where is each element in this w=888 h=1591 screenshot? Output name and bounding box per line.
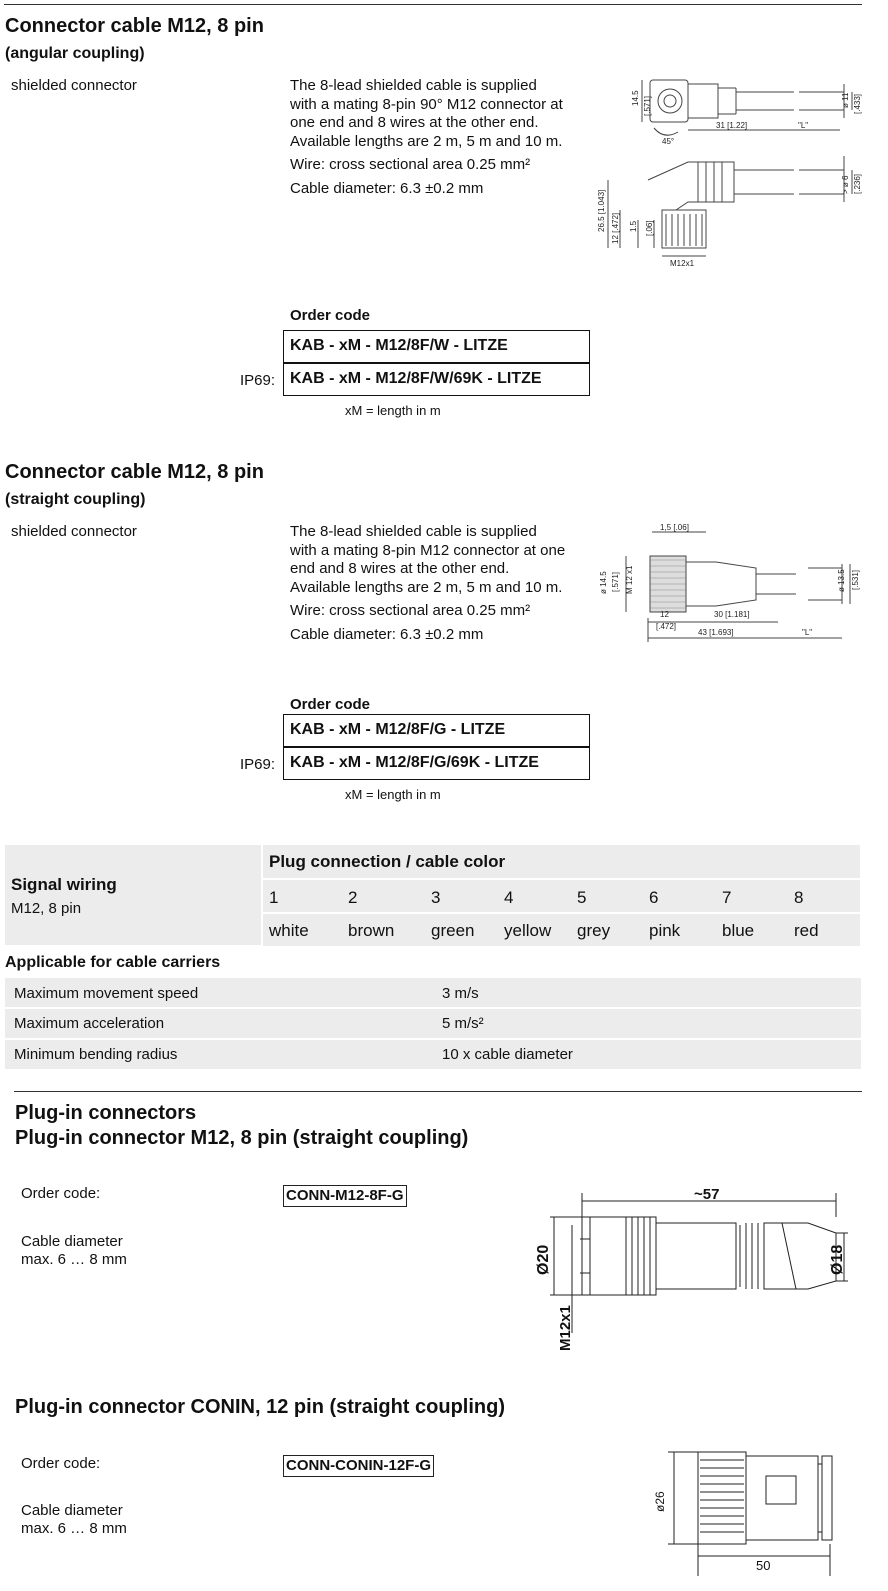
- dim-thread: M12x1: [557, 1305, 574, 1351]
- angular-connector-drawing: [594, 70, 866, 270]
- dim-label: 1.5: [629, 220, 638, 232]
- section2-subtitle: (straight coupling): [5, 491, 146, 508]
- dim-label: 26.5 [1.043]: [597, 189, 606, 232]
- top-divider: [4, 4, 862, 5]
- cable-color: yellow: [504, 921, 552, 940]
- dim-label: 31 [1.22]: [716, 121, 748, 130]
- section1-ip-label: IP69:: [240, 372, 276, 389]
- carrier-value: 5 m/s²: [442, 1015, 484, 1032]
- section1-title: Connector cable M12, 8 pin: [5, 15, 264, 37]
- carrier-label: Minimum bending radius: [14, 1046, 178, 1063]
- dim-label: M12x1: [670, 259, 695, 268]
- carrier-label: Maximum movement speed: [14, 985, 199, 1002]
- pin-number: 2: [348, 888, 358, 907]
- section2-order-label: Order code: [290, 696, 371, 713]
- dim-diameter: Ø20: [535, 1244, 552, 1275]
- section2-type-label: shielded connector: [11, 523, 137, 540]
- desc-line: The 8-lead shielded cable is supplied: [290, 523, 537, 540]
- dim-label: ø 11: [841, 92, 850, 108]
- cable-diameter-spec: Cable diameter: 6.3 ±0.2 mm: [290, 625, 484, 643]
- desc-line: end and 8 wires at the other end.: [290, 560, 510, 577]
- conin-order-label: Order code:: [21, 1455, 101, 1472]
- conin-plug-drawing: [648, 1446, 840, 1586]
- section1-xm-note: xM = length in m: [345, 403, 441, 418]
- dim-label: ø 14.5: [599, 571, 608, 594]
- plugin-heading: Plug-in connectors: [15, 1102, 197, 1124]
- plugin-divider: [14, 1091, 862, 1092]
- pin-number: 4: [504, 888, 514, 907]
- desc-line: Available lengths are 2 m, 5 m and 10 m.: [290, 578, 563, 596]
- desc-line: with a mating 8-pin M12 connector at one: [290, 541, 566, 559]
- cable-color: blue: [722, 921, 755, 940]
- dim-label: 12: [660, 610, 669, 619]
- cable-color: white: [269, 921, 309, 940]
- dim-label: [.433]: [853, 93, 862, 114]
- dim-label: 45°: [662, 137, 675, 146]
- dim-label: [.06]: [645, 220, 654, 236]
- pin-number: 5: [577, 888, 587, 907]
- pin-number: 8: [794, 888, 804, 907]
- plugin-cable-label: Cable diameter: [21, 1233, 123, 1250]
- cable-diameter-spec: Cable diameter: 6.3 ±0.2 mm: [290, 179, 484, 197]
- section2-order-code-ip69: KAB - xM - M12/8F/G/69K - LITZE: [283, 747, 590, 780]
- plugin-cable-value: max. 6 … 8 mm: [21, 1251, 127, 1268]
- carriers-title: Applicable for cable carriers: [5, 954, 221, 971]
- wire-spec: Wire: cross sectional area 0.25 mm²: [290, 156, 531, 173]
- section1-description: [290, 77, 590, 198]
- dim-length: 50: [756, 1558, 771, 1573]
- plugin-order-label: Order code:: [21, 1185, 101, 1202]
- dim-label: [.472]: [656, 622, 677, 631]
- dim-label: "L": [798, 121, 809, 130]
- section2-xm-note: xM = length in m: [345, 787, 441, 802]
- dim-label: > ø 6: [841, 175, 850, 194]
- dim-label: [.571]: [643, 95, 652, 116]
- section2-ip-label: IP69:: [240, 756, 276, 773]
- dim-label: [.236]: [853, 173, 862, 194]
- signal-wiring-title: Signal wiring: [11, 875, 117, 894]
- plugin-m12-heading: Plug-in connector M12, 8 pin (straight coupling): [15, 1127, 469, 1149]
- section1-subtitle: (angular coupling): [5, 45, 145, 62]
- carrier-value: 3 m/s: [442, 985, 479, 1002]
- carrier-value: 10 x cable diameter: [442, 1046, 573, 1063]
- cable-color: grey: [577, 921, 611, 940]
- signal-wiring-panel: [5, 845, 261, 945]
- cable-color: brown: [348, 921, 395, 940]
- dim-diameter: ø26: [653, 1491, 667, 1512]
- section2-title: Connector cable M12, 8 pin: [5, 461, 264, 483]
- cable-color: green: [431, 921, 475, 940]
- dim-length: ~57: [694, 1186, 720, 1203]
- cable-color: red: [794, 921, 819, 940]
- conin-heading: Plug-in connector CONIN, 12 pin (straight coupling): [15, 1396, 505, 1418]
- dim-label: ø 13.5: [837, 569, 846, 592]
- straight-connector-drawing: [596, 518, 866, 644]
- dim-label: [.531]: [851, 569, 860, 590]
- signal-header: Plug connection / cable color: [269, 852, 506, 871]
- carrier-label: Maximum acceleration: [14, 1015, 165, 1032]
- section2-order-code: KAB - xM - M12/8F/G - LITZE: [283, 714, 590, 747]
- pin-number: 1: [269, 888, 279, 907]
- pin-number: 6: [649, 888, 659, 907]
- dim-label: 14.5: [631, 90, 640, 106]
- dim-label: 30 [1.181]: [714, 610, 750, 619]
- section1-order-code-ip69: KAB - xM - M12/8F/W/69K - LITZE: [283, 363, 590, 396]
- wire-spec: Wire: cross sectional area 0.25 mm²: [290, 602, 531, 619]
- dim-label: 12 [.472]: [611, 212, 620, 244]
- plugin-order-code: CONN-M12-8F-G: [283, 1185, 407, 1207]
- section2-description: [290, 523, 590, 644]
- dim-diameter: Ø18: [829, 1244, 846, 1275]
- cable-color: pink: [649, 921, 681, 940]
- pin-number: 7: [722, 888, 732, 907]
- dim-label: M 12 x1: [625, 565, 634, 594]
- signal-wiring-sub: M12, 8 pin: [11, 900, 82, 917]
- dim-label: 1,5 [.06]: [660, 523, 689, 532]
- section1-order-code: KAB - xM - M12/8F/W - LITZE: [283, 330, 590, 363]
- pin-number: 3: [431, 888, 441, 907]
- section1-order-label: Order code: [290, 307, 371, 324]
- conin-cable-value: max. 6 … 8 mm: [21, 1520, 127, 1537]
- desc-line: with a mating 8-pin 90° M12 connector at: [290, 95, 563, 113]
- desc-line: one end and 8 wires at the other end.: [290, 114, 539, 131]
- section1-type-label: shielded connector: [11, 77, 137, 94]
- conin-order-code: CONN-CONIN-12F-G: [283, 1455, 434, 1477]
- dim-label: [.571]: [611, 571, 620, 592]
- dim-label: 43 [1.693]: [698, 628, 734, 637]
- conin-cable-label: Cable diameter: [21, 1502, 123, 1519]
- desc-line: Available lengths are 2 m, 5 m and 10 m.: [290, 132, 563, 150]
- desc-line: The 8-lead shielded cable is supplied: [290, 77, 537, 94]
- m12-plug-drawing: [528, 1183, 858, 1355]
- dim-label: "L": [802, 628, 813, 637]
